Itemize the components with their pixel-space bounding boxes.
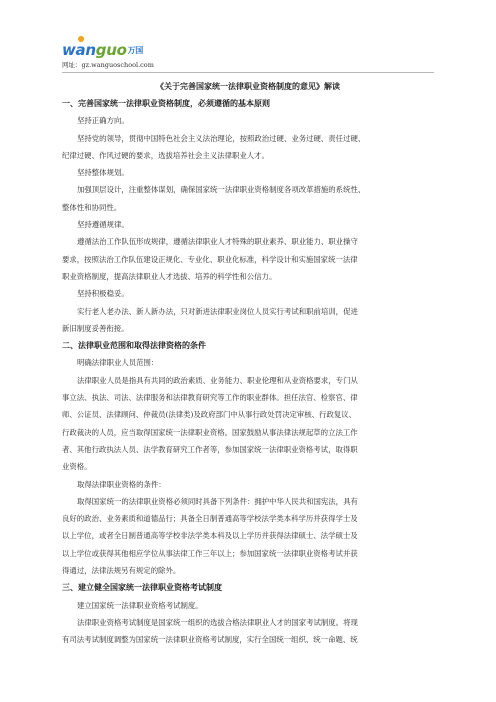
paragraph-line: 以上学位，或者全日制普通高等学校非法学类本科及以上学历并获得法律硕士、法学硕士及 — [62, 531, 358, 541]
paragraph-line: 要求，按照法治工作队伍建设正规化、专业化、职业化标准，科学设计和实施国家统一法律 — [62, 254, 358, 264]
paragraph-line: 师、公证员、法律顾问、仲裁员(法律类)及政府部门中从事行政处罚决定审核、行政复议、 — [62, 410, 357, 420]
paragraph-line: 坚持整体规划。 — [77, 168, 129, 178]
paragraph — [62, 493, 434, 579]
paragraph-line: 良好的政治、业务素质和道德品行；具备全日制普通高等学校法学类本科学历并获得学士及 — [62, 514, 358, 524]
section-heading: 一、完善国家统一法律职业资格制度，必须遵循的基本原则 — [62, 98, 270, 108]
paragraph — [62, 354, 434, 371]
paragraph-line: 坚持积极稳妥。 — [77, 289, 129, 299]
paragraph — [62, 233, 434, 285]
paragraph — [62, 112, 434, 129]
section-heading: 三、建立健全国家统一法律职业资格考试制度 — [62, 582, 222, 593]
paragraph — [62, 614, 434, 649]
paragraph-line: 得通过，法律法规另有规定的除外。 — [62, 566, 181, 576]
paragraph — [62, 285, 434, 302]
paragraph — [62, 181, 434, 216]
page-header — [62, 36, 434, 76]
paragraph-line: 遵循法治工作队伍形成规律，遵循法律职业人才特殊的职业素养、职业能力、职业操守 — [77, 237, 358, 247]
paragraph-line: 以上学位或获得其他相应学位从事法律工作三年以上；参加国家统一法律职业资格考试并获 — [62, 548, 358, 558]
document-title: 《关于完善国家统一法律职业资格制度的意见》解读 — [156, 81, 340, 91]
wanguo-logo — [62, 40, 143, 60]
paragraph-line: 者、其他行政执法人员、法学教育研究工作者等，参加国家统一法律职业资格考试，取得职 — [62, 444, 358, 454]
paragraph — [62, 130, 434, 165]
site-url-line — [62, 61, 154, 70]
site-label: 网址： — [62, 61, 82, 69]
paragraph-line: 纪律过硬、作风过硬的要求，选拔培养社会主义法律职业人才。 — [62, 150, 269, 160]
section-heading: 二、法律职业范围和取得法律资格的条件 — [62, 340, 206, 351]
paragraph-line: 取得国家统一的法律职业资格必须同时具备下列条件：拥护中华人民共和国宪法，具有 — [77, 496, 358, 506]
paragraph-line: 实行老人老办法、新人新办法，只对新进法律职业岗位人员实行考试和职前培训，促进 — [77, 306, 358, 316]
document-body — [62, 78, 434, 649]
paragraph-line: 法律职业资格考试制度是国家统一组织的选拔合格法律职业人才的国家考试制度。将现 — [77, 617, 358, 627]
paragraph-line: 整体性和协同性。 — [62, 202, 122, 212]
paragraph — [62, 164, 434, 181]
paragraph — [62, 476, 434, 493]
paragraph-line: 取得法律职业资格的条件： — [77, 479, 166, 489]
paragraph-line: 坚持党的领导，贯彻中国特色社会主义法治理论，按照政治过硬、业务过硬、责任过硬、 — [77, 133, 366, 143]
paragraph — [62, 216, 434, 233]
paragraph-line: 坚持正确方向。 — [77, 116, 129, 126]
paragraph-line: 有司法考试制度调整为国家统一法律职业资格考试制度，实行全国统一组织、统一命题、统 — [62, 635, 358, 645]
logo-text-cn: 万国 — [127, 46, 143, 55]
logo-text-wan: wan — [62, 41, 96, 59]
paragraph-line: 职业资格制度，提高法律职业人才选拔、培养的科学性和公信力。 — [62, 271, 277, 281]
paragraph — [62, 597, 434, 614]
paragraph — [62, 372, 434, 476]
paragraph-line: 坚持遵循规律。 — [77, 220, 129, 230]
paragraph-line: 明确法律职业人员范围： — [77, 358, 159, 368]
paragraph-line: 法律职业人员是指具有共同的政治素质、业务能力、职业伦理和从业资格要求，专门从 — [77, 375, 358, 385]
paragraph-line: 新旧制度妥善衔接。 — [62, 323, 129, 333]
paragraph-line: 行政裁决的人员，应当取得国家统一法律职业资格。国家鼓励从事法律法规起草的立法工作 — [62, 427, 358, 437]
header-divider — [62, 72, 434, 73]
paragraph-line: 业资格。 — [62, 462, 92, 472]
logo-text-guo: guo — [95, 41, 127, 59]
paragraph-line: 加强顶层设计，注重整体谋划，确保国家统一法律职业资格制度各项改革措施的系统性、 — [77, 185, 366, 195]
paragraph-line: 事立法、执法、司法、法律服务和法律教育研究等工作的职业群体。担任法官、检察官、律 — [62, 393, 358, 403]
paragraph-line: 建立国家统一法律职业资格考试制度。 — [77, 600, 203, 610]
paragraph — [62, 303, 434, 338]
site-url-link[interactable]: gz.wanguoschool.com — [81, 61, 154, 69]
